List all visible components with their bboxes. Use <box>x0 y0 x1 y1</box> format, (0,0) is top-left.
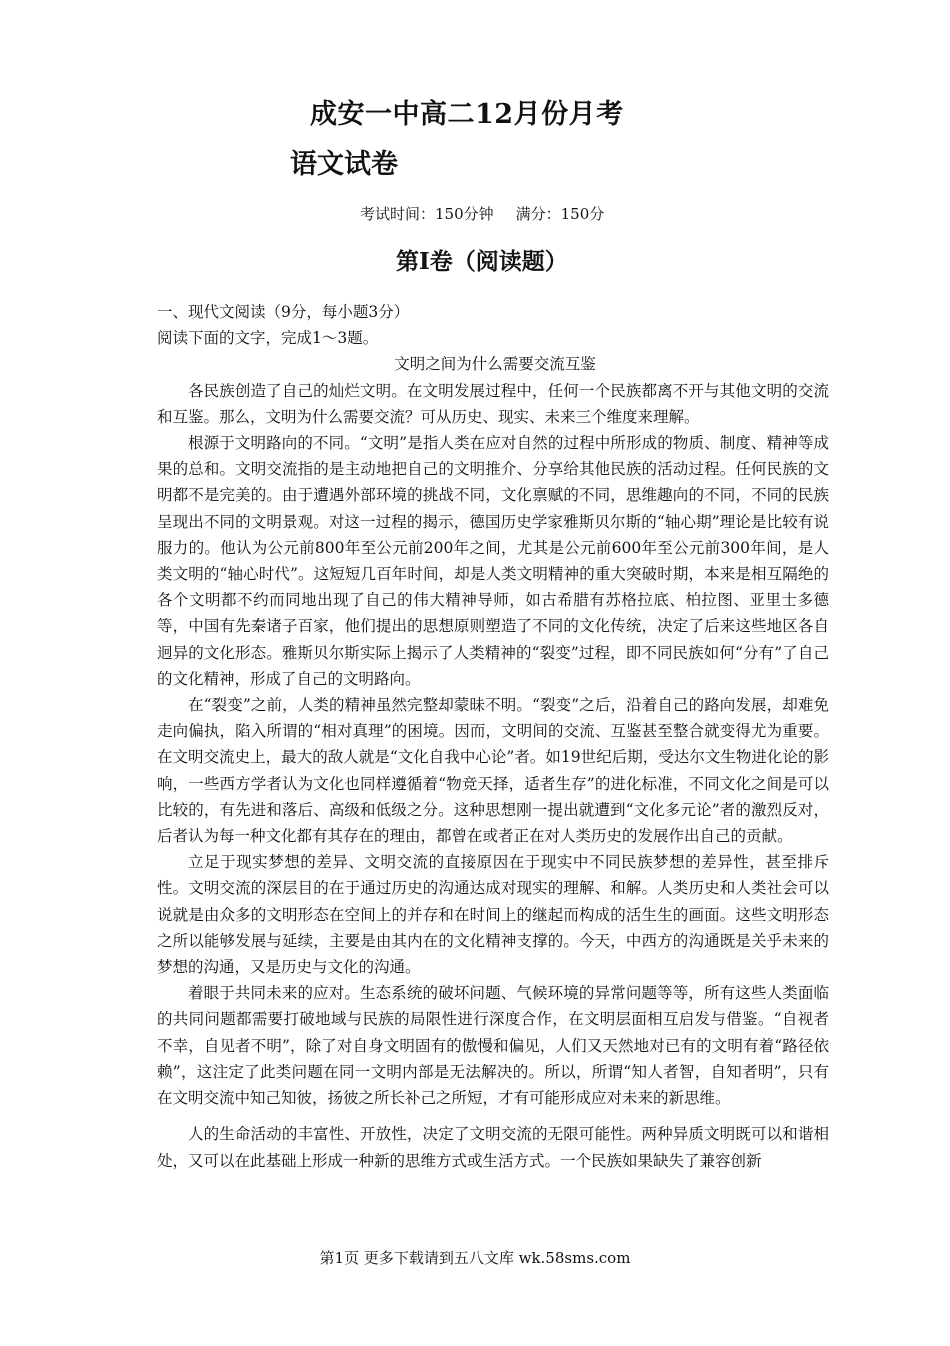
paragraph: 着眼于共同未来的应对。生态系统的破坏问题、气候环境的异常问题等等，所有这些人类面临的共同问题都需要打破地域与民族的局限性进行深度合作，在文明层面相互启发与借鉴。“自视者不幸，自见者不明”，除了对自身文明固有的傲慢和偏见，人们又天然地对已有的文明有着“路径依赖”，这注定了此类问题在同一文明内部是无法解决的。所以，所谓“知人者智，自知者明”，只有在文明交流中知己知彼，扬彼之所长补己之所短，才有可能形成应对未来的新思维。 <box>157 984 829 1108</box>
reading-passage <box>157 299 829 1174</box>
section-title: 第Ⅰ卷（阅读题） <box>396 248 568 275</box>
paragraph: 立足于现实梦想的差异、文明交流的直接原因在于现实中不同民族梦想的差异性，甚至排斥性。文明交流的深层目的在于通过历史的沟通达成对现实的理解、和解。人类历史和人类社会可以说就是由众多的文明形态在空间上的并存和在时间上的继起而构成的活生生的画面。这些文明形态之所以能够发展与延续，主要是由其内在的文化精神支撑的。今天，中西方的沟通既是关乎未来的梦想的沟通，又是历史与文化的沟通。 <box>157 853 829 977</box>
article-title: 文明之间为什么需要交流互鉴 <box>394 355 596 374</box>
exam-info <box>360 203 604 224</box>
part-heading: 一、现代文阅读（9分，每小题3分） <box>157 303 410 321</box>
paragraph: 各民族创造了自己的灿烂文明。在文明发展过程中，任何一个民族都离不开与其他文明的交流和互鉴。那么，文明为什么需要交流？可从历史、现实、未来三个维度来理解。 <box>157 381 829 426</box>
page-footer: 第1页 更多下载请到五八文库 wk.58sms.com <box>319 1249 631 1267</box>
paragraph: 在“裂变”之前，人类的精神虽然完整却蒙昧不明。“裂变”之后，沿着自己的路向发展，却难免走向偏执，陷入所谓的“相对真理”的困境。因而，文明间的交流、互鉴甚至整合就变得尤为重要。在文明交流史上，最大的敌人就是“文化自我中心论”者。如19世纪后期，受达尔文生物进化论的影响，一些西方学者认为文化也同样遵循着“物竞天择，适者生存”的进化标准，不同文化之间是可以比较的，有先进和落后、高级和低级之分。这种思想刚一提出就遭到“文化多元论”者的激烈反对，后者认为每一种文化都有其存在的理由，都曾在或者正在对人类历史的发展作出自己的贡献。 <box>157 696 829 846</box>
paragraph: 根源于文明路向的不同。“文明”是指人类在应对自然的过程中所形成的物质、制度、精神等成果的总和。文明交流指的是主动地把自己的文明推介、分享给其他民族的活动过程。任何民族的文明都不是完美的。由于遭遇外部环境的挑战不同，文化禀赋的不同，思维趣向的不同，不同的民族呈现出不同的文明景观。对这一过程的揭示，德国历史学家雅斯贝尔斯的“轴心期”理论是比较有说服力的。他认为公元前800年至公元前200年之间，尤其是公元前600年至公元前300年间，是人类文明的“轴心时代”。这短短几百年时间，却是人类文明精神的重大突破时期，本来是相互隔绝的各个文明都不约而同地出现了自己的伟大精神导师，如古希腊有苏格拉底、柏拉图、亚里士多德等，中国有先秦诸子百家，他们提出的思想原则塑造了不同的文化传统，决定了后来这些地区各自迥异的文化形态。雅斯贝尔斯实际上揭示了人类精神的“裂变”过程，即不同民族如何“分有”了自己的文化精神，形成了自己的文明路向。 <box>157 434 829 688</box>
exam-time: 考试时间：150分钟 <box>360 205 494 223</box>
full-score: 满分：150分 <box>515 205 605 223</box>
paragraph: 人的生命活动的丰富性、开放性，决定了文明交流的无限可能性。两种异质文明既可以和谐相处，又可以在此基础上形成一种新的思维方式或生活方式。一个民族如果缺失了兼容创新 <box>157 1125 829 1170</box>
exam-subtitle: 语文试卷 <box>290 149 398 180</box>
exam-title: 成安一中高二12月份月考 <box>310 99 624 130</box>
instruction: 阅读下面的文字，完成1～3题。 <box>157 329 379 348</box>
